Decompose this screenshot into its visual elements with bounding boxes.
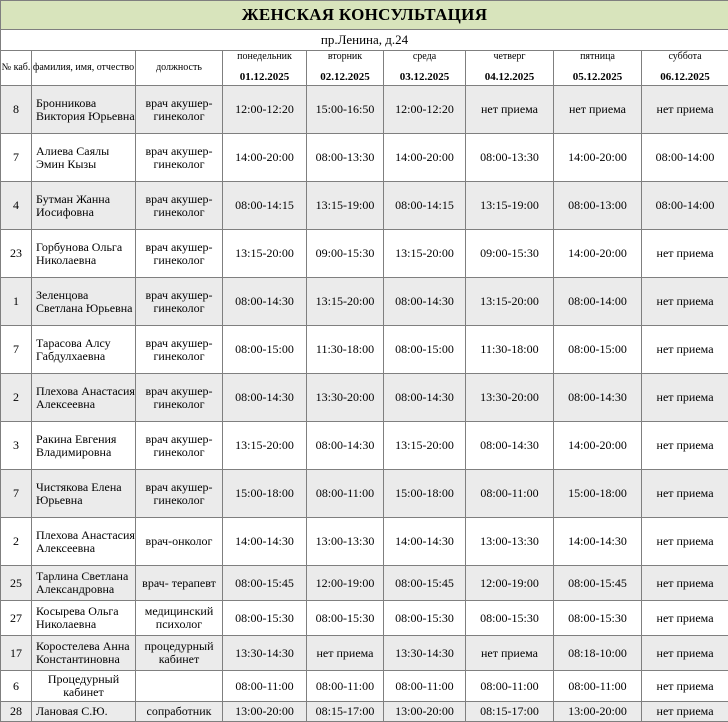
schedule-cell: 13:15-20:00	[223, 230, 307, 278]
schedule-cell: 08:00-11:00	[384, 671, 466, 702]
room-number: 1	[1, 278, 32, 326]
schedule-cell: 14:00-20:00	[554, 230, 642, 278]
table-row	[1, 86, 728, 134]
employee-name: Горбунова Ольга Николаевна	[32, 230, 136, 278]
schedule-cell: 08:00-15:00	[223, 326, 307, 374]
schedule-cell: 09:00-15:30	[307, 230, 384, 278]
employee-position: врач акушер-гинеколог	[136, 470, 223, 518]
schedule-cell: 08:00-14:30	[384, 278, 466, 326]
schedule-cell: 08:00-15:45	[384, 566, 466, 601]
schedule-cell: 11:30-18:00	[466, 326, 554, 374]
schedule-cell: нет приема	[642, 518, 728, 566]
schedule-cell: 08:00-11:00	[554, 671, 642, 702]
room-number: 2	[1, 374, 32, 422]
column-header-name: фамилия, имя, отчество	[32, 51, 136, 86]
schedule-cell: 12:00-19:00	[466, 566, 554, 601]
table-row	[1, 374, 728, 422]
schedule-cell: 13:15-20:00	[384, 230, 466, 278]
employee-name: Тарлина Светлана Александровна	[32, 566, 136, 601]
room-number: 7	[1, 134, 32, 182]
schedule-cell: нет приема	[642, 230, 728, 278]
schedule-cell: 13:15-19:00	[466, 182, 554, 230]
schedule-body	[1, 86, 728, 722]
schedule-cell: нет приема	[466, 636, 554, 671]
table-row	[1, 182, 728, 230]
column-header-date: 04.12.2025	[466, 68, 554, 86]
column-header-day: пятница	[554, 51, 642, 69]
room-number: 27	[1, 601, 32, 636]
schedule-cell: нет приема	[642, 601, 728, 636]
schedule-cell: 13:00-20:00	[223, 702, 307, 722]
schedule-cell: нет приема	[642, 566, 728, 601]
column-header-day: понедельник	[223, 51, 307, 69]
employee-name: Чистякова Елена Юрьевна	[32, 470, 136, 518]
schedule-cell: 13:00-20:00	[554, 702, 642, 722]
schedule-cell: нет приема	[642, 422, 728, 470]
column-header-date: 02.12.2025	[307, 68, 384, 86]
schedule-cell: 08:00-14:15	[223, 182, 307, 230]
schedule-cell: 08:00-14:00	[642, 182, 728, 230]
schedule-cell: 15:00-18:00	[554, 470, 642, 518]
employee-position: процедурный кабинет	[136, 636, 223, 671]
column-header-date: 06.12.2025	[642, 68, 728, 86]
employee-name: Бутман Жанна Иосифовна	[32, 182, 136, 230]
employee-position: врач акушер-гинеколог	[136, 422, 223, 470]
schedule-cell: 08:00-11:00	[466, 470, 554, 518]
table-row	[1, 326, 728, 374]
employee-position: медицинский психолог	[136, 601, 223, 636]
column-header-day: среда	[384, 51, 466, 69]
page-title: ЖЕНСКАЯ КОНСУЛЬТАЦИЯ	[1, 1, 728, 30]
schedule-cell: 12:00-19:00	[307, 566, 384, 601]
schedule-cell: 13:15-20:00	[307, 278, 384, 326]
schedule-cell: 14:00-14:30	[384, 518, 466, 566]
employee-name: Лановая С.Ю.	[32, 702, 136, 722]
schedule-cell: 08:00-14:30	[223, 374, 307, 422]
employee-position: врач-онколог	[136, 518, 223, 566]
table-row	[1, 278, 728, 326]
column-header-position: должность	[136, 51, 223, 86]
room-number: 17	[1, 636, 32, 671]
schedule-cell: нет приема	[554, 86, 642, 134]
schedule-cell: 08:00-14:30	[554, 374, 642, 422]
schedule-cell: 08:00-14:30	[223, 278, 307, 326]
schedule-cell: 15:00-18:00	[384, 470, 466, 518]
employee-name: Тарасова Алсу Габдулхаевна	[32, 326, 136, 374]
schedule-cell: 14:00-14:30	[223, 518, 307, 566]
column-header-day: вторник	[307, 51, 384, 69]
schedule-cell: 08:00-14:30	[307, 422, 384, 470]
schedule-cell: нет приема	[642, 326, 728, 374]
schedule-cell: 08:00-15:30	[466, 601, 554, 636]
schedule-cell: 12:00-12:20	[384, 86, 466, 134]
table-row	[1, 230, 728, 278]
schedule-cell: 13:30-20:00	[307, 374, 384, 422]
schedule-cell: нет приема	[642, 636, 728, 671]
table-row	[1, 134, 728, 182]
schedule-cell: нет приема	[466, 86, 554, 134]
schedule-cell: 08:18-10:00	[554, 636, 642, 671]
schedule-cell: 13:15-20:00	[223, 422, 307, 470]
schedule-cell: 08:00-15:30	[384, 601, 466, 636]
room-number: 4	[1, 182, 32, 230]
employee-position: врач акушер-гинеколог	[136, 86, 223, 134]
schedule-cell: 08:00-15:00	[554, 326, 642, 374]
room-number: 7	[1, 470, 32, 518]
employee-position: врач акушер-гинеколог	[136, 134, 223, 182]
schedule-cell: 08:00-13:00	[554, 182, 642, 230]
schedule-cell: 08:00-13:30	[307, 134, 384, 182]
schedule-cell: 14:00-20:00	[384, 134, 466, 182]
table-row	[1, 518, 728, 566]
schedule-cell: 13:15-20:00	[466, 278, 554, 326]
schedule-cell: 12:00-12:20	[223, 86, 307, 134]
schedule-cell: 08:00-13:30	[466, 134, 554, 182]
schedule-cell: нет приема	[642, 374, 728, 422]
employee-name: Алиева Саялы Эмин Кызы	[32, 134, 136, 182]
schedule-cell: 08:00-11:00	[466, 671, 554, 702]
schedule-cell: 08:00-15:30	[307, 601, 384, 636]
schedule-cell: 08:15-17:00	[307, 702, 384, 722]
employee-name: Бронникова Виктория Юрьевна	[32, 86, 136, 134]
table-row	[1, 566, 728, 601]
schedule-cell: 11:30-18:00	[307, 326, 384, 374]
schedule-cell: 13:15-19:00	[307, 182, 384, 230]
employee-position: сопработник	[136, 702, 223, 722]
schedule-cell: 13:30-14:30	[384, 636, 466, 671]
schedule-cell: нет приема	[642, 702, 728, 722]
schedule-cell: нет приема	[642, 86, 728, 134]
table-row	[1, 636, 728, 671]
room-number: 6	[1, 671, 32, 702]
schedule-cell: 08:00-15:00	[384, 326, 466, 374]
room-number: 7	[1, 326, 32, 374]
schedule-cell: 13:00-20:00	[384, 702, 466, 722]
schedule-cell: 08:00-15:45	[223, 566, 307, 601]
schedule-cell: 08:00-14:15	[384, 182, 466, 230]
schedule-cell: 14:00-20:00	[554, 422, 642, 470]
schedule-cell: 08:00-14:30	[466, 422, 554, 470]
schedule-cell: 08:00-14:00	[554, 278, 642, 326]
table-row	[1, 422, 728, 470]
employee-position: врач- терапевт	[136, 566, 223, 601]
employee-name: Косырева Ольга Николаевна	[32, 601, 136, 636]
room-number: 8	[1, 86, 32, 134]
schedule-cell: нет приема	[307, 636, 384, 671]
employee-position: врач акушер-гинеколог	[136, 278, 223, 326]
table-row	[1, 702, 728, 722]
table-row	[1, 671, 728, 702]
room-number: 3	[1, 422, 32, 470]
employee-name: Ракина Евгения Владимировна	[32, 422, 136, 470]
employee-name: Плехова Анастасия Алексеевна	[32, 518, 136, 566]
employee-name: Процедурный кабинет	[32, 671, 136, 702]
schedule-cell: 09:00-15:30	[466, 230, 554, 278]
schedule-cell: 08:00-14:30	[384, 374, 466, 422]
schedule-cell: 14:00-14:30	[554, 518, 642, 566]
room-number: 2	[1, 518, 32, 566]
schedule-cell: 08:00-11:00	[307, 671, 384, 702]
clinic-address: пр.Ленина, д.24	[1, 30, 728, 51]
employee-position	[136, 671, 223, 702]
schedule-cell: 08:00-14:00	[642, 134, 728, 182]
column-header-day: четверг	[466, 51, 554, 69]
schedule-cell: 13:30-20:00	[466, 374, 554, 422]
schedule-cell: 08:15-17:00	[466, 702, 554, 722]
schedule-cell: 13:15-20:00	[384, 422, 466, 470]
column-header-date: 05.12.2025	[554, 68, 642, 86]
schedule-cell: 14:00-20:00	[223, 134, 307, 182]
employee-position: врач акушер-гинеколог	[136, 182, 223, 230]
schedule-cell: нет приема	[642, 470, 728, 518]
schedule-cell: 13:00-13:30	[307, 518, 384, 566]
schedule-cell: 08:00-15:30	[223, 601, 307, 636]
employee-position: врач акушер-гинеколог	[136, 374, 223, 422]
employee-position: врач акушер-гинеколог	[136, 326, 223, 374]
column-header-date: 01.12.2025	[223, 68, 307, 86]
schedule-cell: 14:00-20:00	[554, 134, 642, 182]
schedule-cell: нет приема	[642, 671, 728, 702]
employee-name: Коростелева Анна Константиновна	[32, 636, 136, 671]
employee-name: Зеленцова Светлана Юрьевна	[32, 278, 136, 326]
schedule-cell: 13:00-13:30	[466, 518, 554, 566]
schedule-cell: 15:00-18:00	[223, 470, 307, 518]
schedule-cell: 08:00-15:45	[554, 566, 642, 601]
employee-name: Плехова Анастасия Алексеевна	[32, 374, 136, 422]
room-number: 25	[1, 566, 32, 601]
room-number: 23	[1, 230, 32, 278]
column-header-room: № каб.	[1, 51, 32, 86]
schedule-cell: 08:00-15:30	[554, 601, 642, 636]
schedule-cell: 08:00-11:00	[307, 470, 384, 518]
employee-position: врач акушер-гинеколог	[136, 230, 223, 278]
column-header-day: суббота	[642, 51, 728, 69]
schedule-cell: 13:30-14:30	[223, 636, 307, 671]
schedule-cell: нет приема	[642, 278, 728, 326]
column-header-date: 03.12.2025	[384, 68, 466, 86]
table-row	[1, 601, 728, 636]
schedule-cell: 15:00-16:50	[307, 86, 384, 134]
table-row	[1, 470, 728, 518]
schedule-cell: 08:00-11:00	[223, 671, 307, 702]
room-number: 28	[1, 702, 32, 722]
